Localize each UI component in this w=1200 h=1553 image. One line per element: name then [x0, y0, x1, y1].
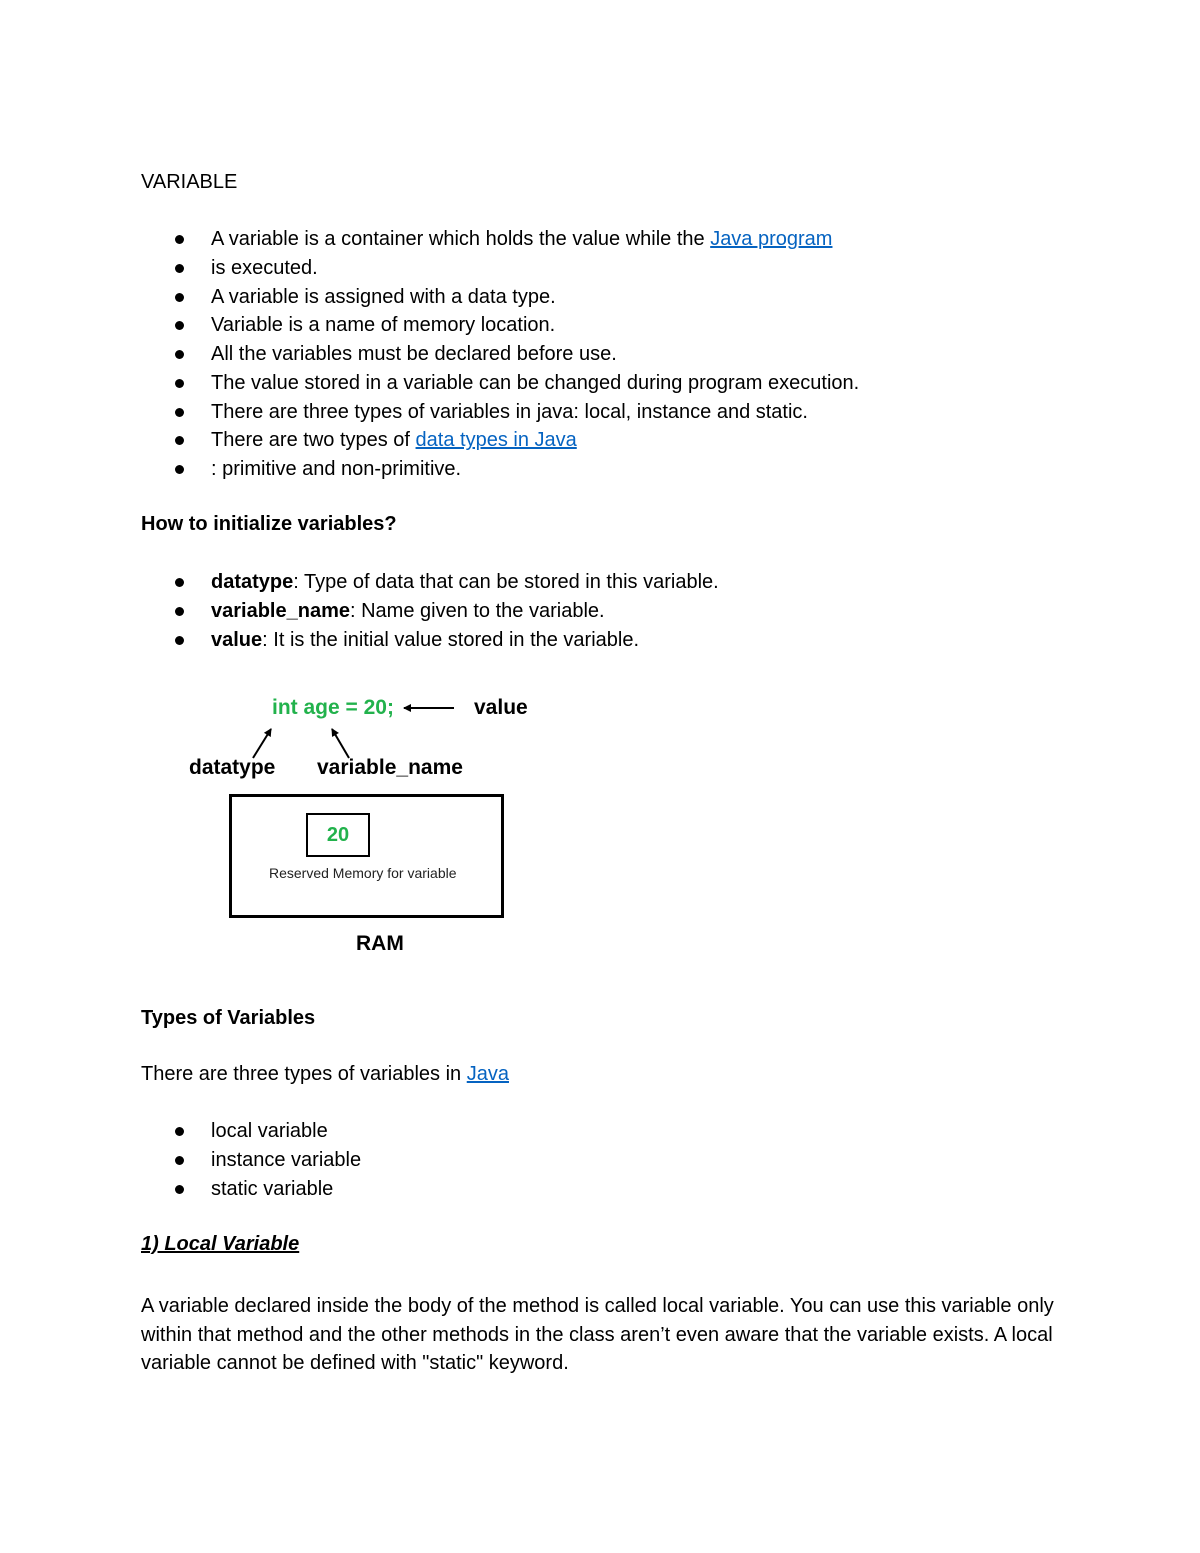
term-description: : Type of data that can be stored in this variable. [293, 571, 719, 593]
section-heading-types: Types of Variables [141, 1007, 316, 1029]
types-intro [141, 1063, 509, 1086]
bullet-text: A variable is assigned with a data type. [211, 285, 556, 308]
term-datatype: datatype [211, 571, 294, 593]
bullet-icon [175, 1185, 184, 1194]
term-value: value [211, 628, 263, 651]
memory-value-box: 20 [306, 813, 370, 857]
bullet-text: is executed. [211, 256, 318, 279]
bullet-text: All the variables must be declared before use. [211, 343, 617, 365]
bullet-text: There are three types of variables in java: local, instance and static. [211, 400, 808, 423]
local-variable-paragraph: A variable declared inside the body of the method is called local variable. You can use this variable only within that method and the other methods in the class aren’t even aware that the variable exists. A local variable cannot be defined with "static" keyword. [141, 1295, 1054, 1374]
bullet-text: There are two types of [211, 429, 416, 452]
data-types-link[interactable]: data types in Java [415, 429, 577, 452]
bullet-icon [175, 1156, 184, 1165]
arrow-to-datatype-icon [253, 729, 271, 758]
diagram-varname-label: variable_name [317, 756, 463, 779]
bullet-text: A variable is a container which holds the value while the [211, 228, 711, 250]
term-variable-name: variable_name [211, 599, 350, 622]
types-intro-text: There are three types of variables in [141, 1063, 467, 1085]
term-description: : Name given to the variable. [349, 599, 605, 622]
ram-label: RAM [356, 932, 404, 955]
bullet-icon [175, 1127, 184, 1136]
term-description: : It is the initial value stored in the variable. [262, 628, 640, 651]
bullet-text: : primitive and non-primitive. [211, 458, 462, 480]
bullet-text: instance variable [211, 1148, 362, 1171]
memory-caption: Reserved Memory for variable [269, 865, 457, 881]
bullet-text: static variable [211, 1177, 334, 1200]
section-title-variable: VARIABLE [141, 171, 238, 193]
java-program-link[interactable]: Java program [710, 228, 833, 250]
diagram-code: int age = 20; [272, 696, 394, 719]
bullet-text: Variable is a name of memory location. [211, 314, 556, 337]
diagram-datatype-label: datatype [189, 756, 276, 779]
section-heading-local-variable: 1) Local Variable [141, 1233, 300, 1255]
diagram-value-label: value [474, 696, 528, 719]
bullet-text: local variable [211, 1120, 328, 1142]
java-link[interactable]: Java [466, 1063, 509, 1085]
bullet-text: The value stored in a variable can be changed during program execution. [211, 371, 860, 394]
section-heading-initialize: How to initialize variables? [141, 513, 397, 535]
arrow-to-varname-icon [332, 729, 349, 758]
